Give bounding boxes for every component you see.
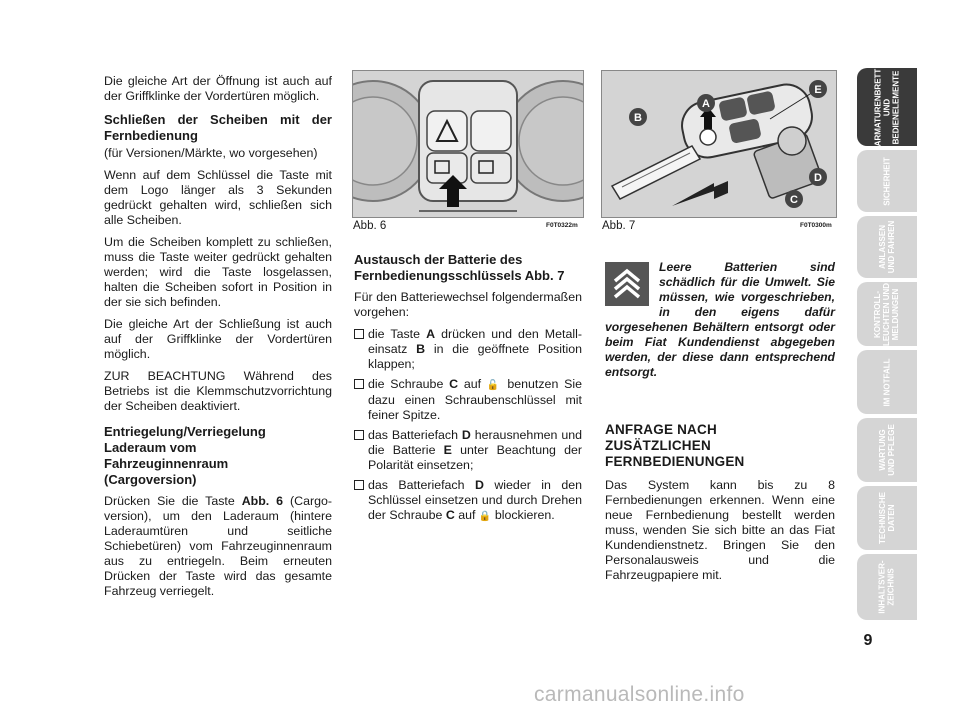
- section-heading: Schließen der Scheiben mit der Fernbedienung: [104, 112, 332, 143]
- paragraph: Die gleiche Art der Öffnung ist auch auf der Griffklinke der Vordertüren möglich.: [104, 74, 332, 103]
- paragraph: Um die Scheiben komplett zu schließen, muss die Taste weiter gedrückt gehalten werden; wird die Taste losgelassen, halten die Scheiben sofort in Position in der sie sich befinden.: [104, 235, 332, 309]
- section-heading: ANFRAGE NACH ZUSÄTZLICHEN FERNBEDIENUNGEN: [605, 422, 745, 469]
- page-number: 9: [863, 632, 873, 649]
- unlock-icon: 🔓: [486, 380, 502, 391]
- recycle-chevron-icon: [605, 262, 649, 306]
- figure-6-caption: Abb. 6: [353, 220, 387, 232]
- watermark: carmanualsonline.info: [534, 683, 745, 706]
- note-text: Leere Batterien sind schädlich für die Umwelt. Sie müssen, wie vorgeschrieben, in den eigens dafür vorgesehenen Behältern entsorgt oder beim Fiat Kundendienst abgegeben werden, der diese dann entsprechend entsorgt.: [605, 260, 835, 379]
- chevron-up-icon: [612, 267, 642, 301]
- figure-7-code: F0T0300m: [800, 222, 832, 229]
- paragraph: Das System kann bis zu 8 Fernbedienungen erkennen. Wenn eine neue Fernbedienung bestellt werden muss, wenden Sie sich bitte an das Fiat Kundendienstnetz. Bringen Sie den Personalausweis und die Fahrzeugpapiere mit.: [605, 478, 835, 582]
- paragraph: ZUR BEACHTUNG Während des Betriebs ist die Klemmschutzvorrichtung der Scheiben deaktiviert.: [104, 369, 332, 413]
- label-c: C: [790, 194, 798, 206]
- label-a: A: [702, 98, 710, 110]
- checkbox-bullet-icon: [354, 329, 364, 339]
- lock-icon: 🔒: [478, 511, 492, 522]
- tab-wartung[interactable]: WARTUNG UND PFLEGE: [857, 418, 917, 482]
- dashboard-illustration: [353, 71, 583, 217]
- tab-kontrollleuchten[interactable]: KONTROLL- LEUCHTEN UND MELDUNGEN: [857, 282, 917, 346]
- checkbox-bullet-icon: [354, 430, 364, 440]
- list-item: die Taste A drücken und den Metall-einsatz B in die geöffnete Position klappen;: [354, 327, 582, 372]
- list-item: die Schraube C auf 🔓 benutzen Sie dazu einen Schraubenschlüssel mit feiner Spitze.: [354, 377, 582, 423]
- checkbox-bullet-icon: [354, 379, 364, 389]
- tab-anlassen[interactable]: ANLASSEN UND FAHREN: [857, 216, 917, 278]
- tab-armaturenbrett[interactable]: ARMATURENBRETT UND BEDIENELEMENTE: [857, 68, 917, 146]
- label-b: B: [634, 112, 642, 124]
- figure-7-key-battery: [601, 70, 837, 218]
- middle-column: [354, 252, 582, 529]
- section-heading: Austausch der Batterie des Fernbedienungsschlüssels Abb. 7: [354, 252, 565, 283]
- label-e: E: [814, 84, 822, 96]
- checkbox-bullet-icon: [354, 480, 364, 490]
- figure-7-caption: Abb. 7: [602, 220, 636, 232]
- figure-6-dashboard-button: [352, 70, 584, 218]
- figure-reference: Abb. 6: [241, 494, 284, 508]
- list-item: das Batteriefach D wieder in den Schlüssel einsetzen und durch Drehen der Schraube C auf 🔒 blockieren.: [354, 478, 582, 524]
- paragraph: Wenn auf dem Schlüssel die Taste mit dem Logo länger als 3 Sekunden gedrückt gehalten wird, schließen sich alle Scheiben.: [104, 168, 332, 227]
- key-illustration: [602, 71, 836, 217]
- left-column: [104, 74, 332, 606]
- tab-sicherheit[interactable]: SICHERHEIT: [857, 150, 917, 212]
- paragraph: (für Versionen/Märkte, wo vorgesehen): [104, 146, 318, 160]
- section-heading: Entriegelung/Verriegelung Laderaum vom Fahrzeuginnenraum (Cargoversion): [104, 424, 266, 487]
- paragraph: Die gleiche Art der Schließung ist auch auf der Griffklinke der Vordertüren möglich.: [104, 317, 332, 361]
- bullet-list: [354, 327, 582, 524]
- right-column: [605, 422, 835, 590]
- list-item: das Batteriefach D herausnehmen und die Batterie E unter Beachtung der Polarität einsetzen;: [354, 428, 582, 473]
- figure-6-code: F0T0322m: [546, 222, 578, 229]
- tab-im-notfall[interactable]: IM NOTFALL: [857, 350, 917, 414]
- paragraph: Drücken Sie die Taste Abb. 6 (Cargo-version), um den Laderaum (hintere Laderaumtüren und seitliche Schiebetüren) vom Fahrzeuginnenraum aus zu entriegeln. Beim erneuten Drücken der Taste wird das gesamte Fahrzeug verriegelt.: [104, 494, 332, 598]
- tab-inhaltsverzeichnis[interactable]: INHALTSVER- ZEICHNIS: [857, 554, 917, 620]
- tab-technische-daten[interactable]: TECHNISCHE DATEN: [857, 486, 917, 550]
- paragraph: Für den Batteriewechsel folgendermaßen vorgehen:: [354, 290, 582, 319]
- label-d: D: [814, 172, 822, 184]
- environment-note: [605, 260, 835, 380]
